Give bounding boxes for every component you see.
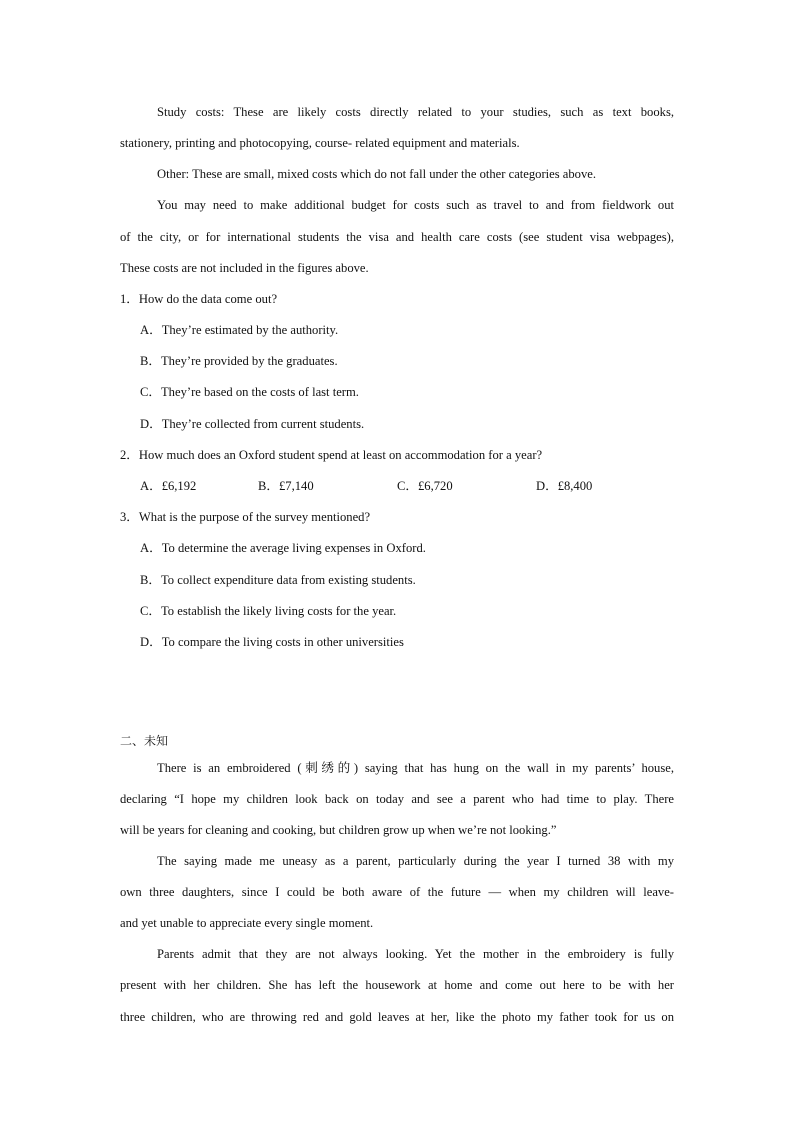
- question-3-option-c: C．To establish the likely living costs for the year.: [140, 604, 397, 618]
- question-3-option-a: A．To determine the average living expenses in Oxford.: [140, 541, 426, 555]
- other-costs-line: Other: These are small, mixed costs which do not fall under the other categories above.: [157, 167, 597, 181]
- section-two-heading: 二、未知: [120, 734, 169, 748]
- question-1-option-a: A．They’re estimated by the authority.: [140, 323, 339, 337]
- question-3-option-d: D．To compare the living costs in other universities: [140, 635, 404, 649]
- question-2-option-a: A．£6,192: [140, 479, 197, 493]
- budget-line-2: of the city, or for international students the visa and health care costs (see student visa webpages),: [120, 230, 674, 244]
- question-2-option-c: C．£6,720: [397, 479, 453, 493]
- section-two-p1-line-2: declaring “I hope my children look back on today and see a parent who had time to play. There: [120, 792, 674, 806]
- question-2-option-b: B．£7,140: [258, 479, 314, 493]
- question-3-option-b: B．To collect expenditure data from existing students.: [140, 573, 416, 587]
- section-two-p2-line-3: and yet unable to appreciate every single moment.: [120, 916, 374, 930]
- study-costs-line-2: stationery, printing and photocopying, course- related equipment and materials.: [120, 136, 520, 150]
- section-two-p3-line-2: present with her children. She has left the housework at home and come out here to be with her: [120, 978, 674, 992]
- question-2-stem: 2．How much does an Oxford student spend at least on accommodation for a year?: [120, 448, 543, 462]
- question-1-option-c: C．They’re based on the costs of last term.: [140, 385, 359, 399]
- section-two-p1-line-3: will be years for cleaning and cooking, but children grow up when we’re not looking.”: [120, 823, 557, 837]
- section-two-p2-line-2: own three daughters, since I could be both aware of the future — when my children will leave-: [120, 885, 674, 899]
- question-3-stem: 3．What is the purpose of the survey mentioned?: [120, 510, 371, 524]
- study-costs-line-1: Study costs: These are likely costs directly related to your studies, such as text books,: [157, 105, 674, 119]
- question-1-option-d: D．They’re collected from current students.: [140, 417, 365, 431]
- budget-line-3: These costs are not included in the figures above.: [120, 261, 369, 275]
- section-two-p1-line-1: There is an embroidered (刺绣的) saying that has hung on the wall in my parents’ house,: [157, 761, 674, 775]
- question-1-option-b: B．They’re provided by the graduates.: [140, 354, 338, 368]
- section-two-p3-line-1: Parents admit that they are not always looking. Yet the mother in the embroidery is fully: [157, 947, 674, 961]
- section-two-p2-line-1: The saying made me uneasy as a parent, particularly during the year I turned 38 with my: [157, 854, 674, 868]
- question-1-stem: 1．How do the data come out?: [120, 292, 278, 306]
- budget-line-1: You may need to make additional budget for costs such as travel to and from fieldwork out: [157, 198, 674, 212]
- section-two-p3-line-3: three children, who are throwing red and gold leaves at her, like the photo my father took for us on: [120, 1010, 674, 1024]
- question-2-option-d: D．£8,400: [536, 479, 593, 493]
